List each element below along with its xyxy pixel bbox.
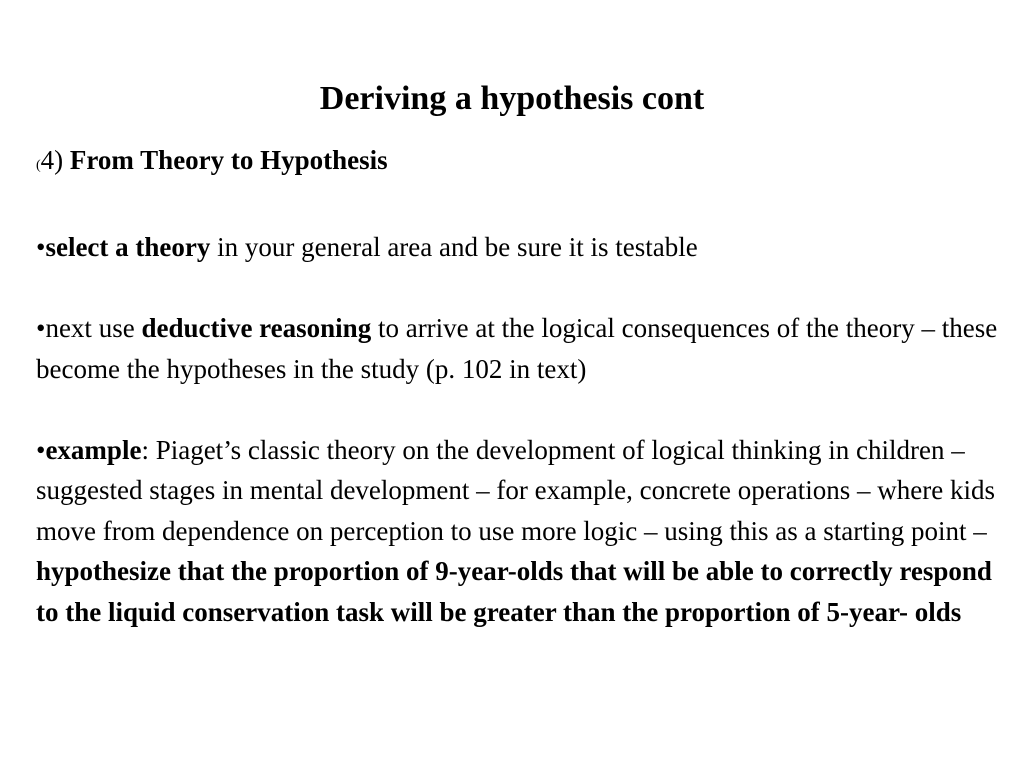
hypothesis-statement: hypothesize that the proportion of 9-year-olds that will be able to correctly respond to the liquid conservation task will be greater than the proportion of 5-year- olds [36, 556, 992, 627]
section-heading [36, 140, 1006, 187]
spacer [36, 268, 1006, 309]
bullet-example [36, 430, 1006, 633]
bullet-select-theory [36, 227, 1006, 268]
bullet-text: : Piaget’s classic theory on the development of logical thinking in children – suggested stages in mental development – for example, concrete operations – where kids move from dependence on perception to use more logic – using this as a starting point – [36, 434, 995, 546]
bullet-marker: • [36, 434, 46, 465]
bullet-text: in your general area and be sure it is testable [210, 232, 698, 262]
slide-body [36, 140, 1006, 632]
bullet-lead-text: next use [45, 313, 142, 343]
slide-title: Deriving a hypothesis cont [319, 80, 705, 117]
bullet-bold-text: example [45, 434, 142, 465]
bullet-bold-text: deductive reasoning [141, 313, 372, 343]
bullet-marker: • [36, 232, 46, 262]
heading-number: 4) [40, 145, 70, 175]
heading-prefix-mark: ( [36, 158, 41, 173]
heading-label: From Theory to Hypothesis [69, 145, 388, 175]
bullet-bold-text: select a theory [45, 232, 211, 262]
bullet-text: to arrive at the logical consequences of the theory – these become the hypotheses in the study (p. 102 in text) [36, 313, 998, 384]
spacer [36, 389, 1006, 430]
spacer [36, 187, 1006, 228]
bullet-deductive-reasoning [36, 308, 1006, 389]
bullet-marker: • [36, 313, 46, 343]
